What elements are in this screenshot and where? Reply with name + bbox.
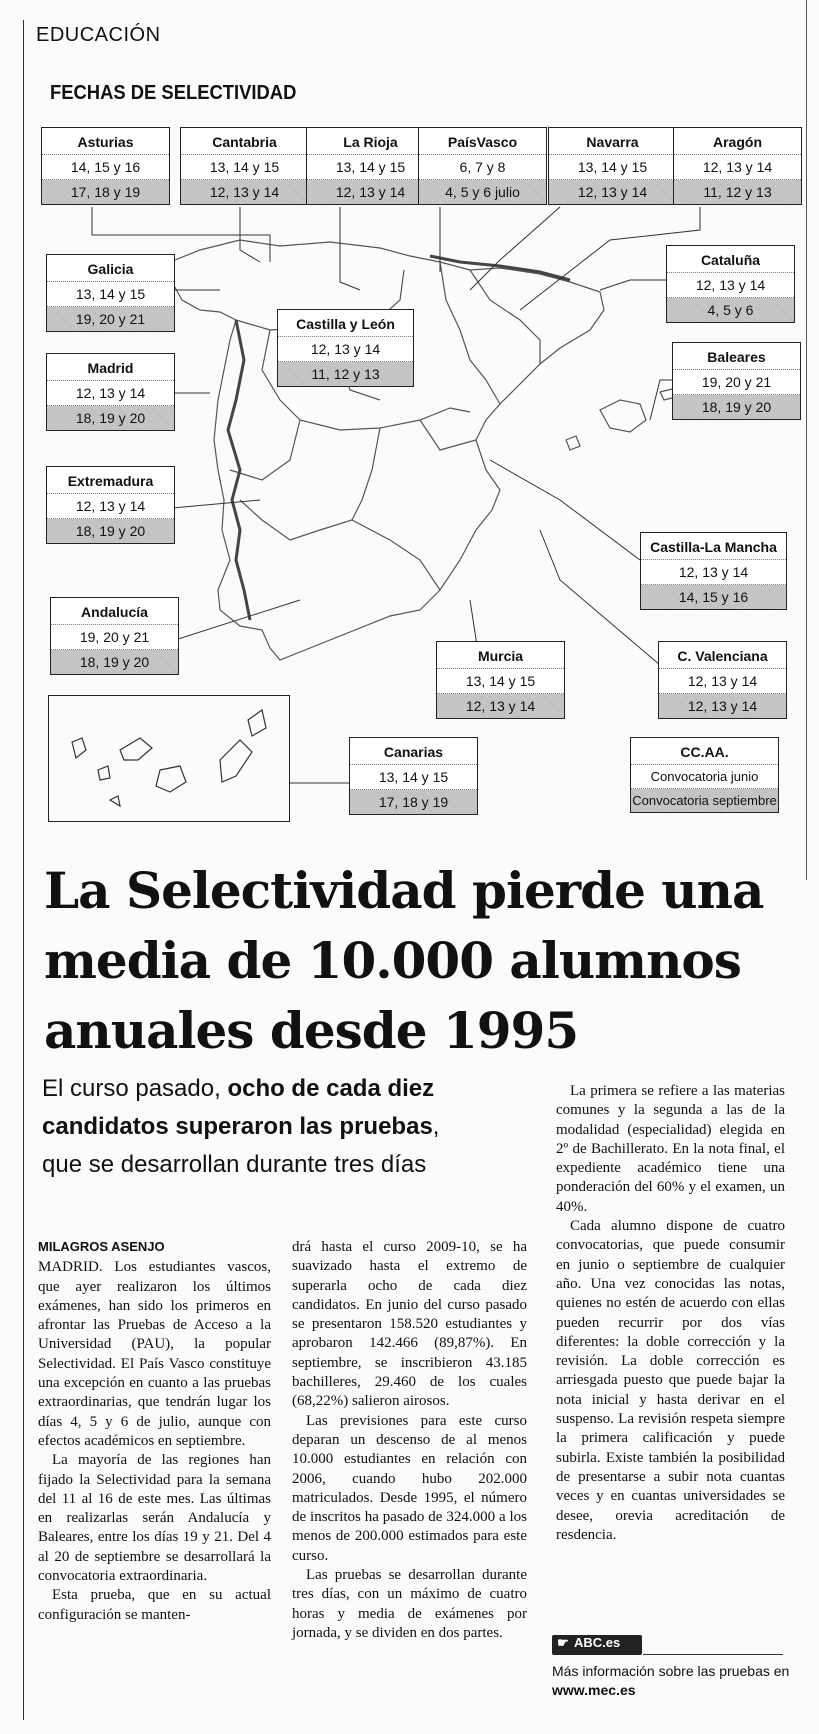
region-box-baleares <box>672 342 801 420</box>
region-name: Murcia <box>437 642 564 669</box>
june-dates: 12, 13 y 14 <box>47 494 174 519</box>
byline: MILAGROS ASENJO <box>38 1239 165 1254</box>
mallorca-island <box>600 400 646 432</box>
region-name: PaísVasco <box>419 128 546 155</box>
september-dates: 17, 18 y 19 <box>350 790 477 814</box>
region-name: C. Valenciana <box>659 642 786 669</box>
region-name: Castilla-La Mancha <box>641 533 786 560</box>
june-dates: 19, 20 y 21 <box>673 370 800 395</box>
region-box-extremadura <box>46 466 175 544</box>
subhead-part2: , que se desarrollan durante tres días <box>42 1113 440 1178</box>
more-info-link[interactable]: www.mec.es <box>552 1682 636 1698</box>
paragraph: Esta prueba, que en su actual configuración se manten- <box>38 1587 271 1623</box>
june-dates: 13, 14 y 15 <box>307 155 434 180</box>
region-name: Galicia <box>47 255 174 282</box>
subhead <box>42 1070 462 1184</box>
region-box-murcia <box>436 641 565 719</box>
september-dates: 18, 19 y 20 <box>47 519 174 543</box>
paragraph: Las pruebas se desarrollan durante tres días, con un máximo de cuatro horas y media de exámenes por jornada, y se dividen en dos partes. <box>292 1567 527 1641</box>
region-box-galicia <box>46 254 175 332</box>
legend-title: CC.AA. <box>631 738 778 765</box>
region-box-cataluna <box>666 245 795 323</box>
september-dates: 17, 18 y 19 <box>42 180 169 204</box>
region-box-castilla-y-leon <box>277 309 414 387</box>
article-column-1 <box>38 1237 271 1625</box>
region-box-pais-vasco <box>418 127 547 205</box>
ibiza-island <box>566 436 580 450</box>
september-dates: 18, 19 y 20 <box>51 650 178 674</box>
june-dates: 12, 13 y 14 <box>674 155 801 180</box>
june-dates: 13, 14 y 15 <box>437 669 564 694</box>
june-dates: 12, 13 y 14 <box>278 337 413 362</box>
region-box-madrid <box>46 353 175 431</box>
june-dates: 13, 14 y 15 <box>350 765 477 790</box>
region-box-canarias <box>349 737 478 815</box>
region-box-navarra <box>548 127 677 205</box>
region-box-la-rioja <box>306 127 435 205</box>
june-dates: 14, 15 y 16 <box>42 155 169 180</box>
headline: La Selectividad pierde una media de 10.000 alumnos anuales desde 1995 <box>44 861 764 1060</box>
paragraph: MADRID. Los estudiantes vascos, que ayer realizaron los últimos exámenes, han sido los primeros en afrontar las Pruebas de Acceso a la Universidad (PAU), la popular Selectividad. El País Vasco constituye una excepción en cuanto a las pruebas extraordinarias, que tendrán lugar los días 4, 5 y 6 de julio, aunque con efectos académicos en septiembre. <box>38 1259 271 1449</box>
region-name: Aragón <box>674 128 801 155</box>
abc-rule <box>643 1654 783 1655</box>
abc-label: ABC.es <box>574 1635 621 1650</box>
june-dates: 13, 14 y 15 <box>549 155 676 180</box>
june-dates: 6, 7 y 8 <box>419 155 546 180</box>
article-column-3 <box>556 1082 785 1545</box>
infographic-title: FECHAS DE SELECTIVIDAD <box>50 82 297 104</box>
june-dates: 19, 20 y 21 <box>51 625 178 650</box>
region-name: La Rioja <box>307 128 434 155</box>
september-dates: 14, 15 y 16 <box>641 585 786 609</box>
canarias-inset-frame <box>48 695 290 822</box>
region-box-asturias <box>41 127 170 205</box>
june-dates: 12, 13 y 14 <box>641 560 786 585</box>
region-name: Extremadura <box>47 467 174 494</box>
region-name: Madrid <box>47 354 174 381</box>
region-box-aragon <box>673 127 802 205</box>
abc-badge[interactable] <box>552 1635 642 1655</box>
region-box-c-valenciana <box>658 641 787 719</box>
paragraph: Cada alumno dispone de cuatro convocatorias, que puede consumir en junio o septiembre de cualquier año. Una vez conocidas las notas, quienes no estén de acuerdo con ellas pueden recurrir por dos vías diferentes: la doble corrección y la revisión. La doble corrección es arriesgada puesto que puede bajar la nota inicial y hasta derivar en el suspenso. La revisión respeta siempre la primera calificación y puede subirla. Existe también la posibilidad de presentarse a subir nota cuantas veces y en cuantas universidades se desee, orevia acreditación de resdencia. <box>556 1218 785 1543</box>
paragraph: drá hasta el curso 2009-10, se ha suavizado hasta el extremo de superarla ocho de cada diez candidatos. En junio del curso pasado se presentaron 158.520 estudiantes y aprobaron 142.466 (89,87%). En septiembre, se inscribieron 43.185 bachilleres, 29.460 de los cuales (68,22%) salieron airosos. <box>292 1239 527 1410</box>
september-dates: 12, 13 y 14 <box>549 180 676 204</box>
region-box-cantabria <box>180 127 309 205</box>
subhead-part1: El curso pasado, <box>42 1075 228 1102</box>
region-name: Cataluña <box>667 246 794 273</box>
september-dates: 19, 20 y 21 <box>47 307 174 331</box>
region-box-andalucia <box>50 597 179 675</box>
paragraph: La primera se refiere a las materias comunes y la segunda a las de la modalidad (especialidad) elegida en 2º de Bachillerato. En la nota final, el expediente académico tiene una ponderación del 60% y el examen, un 40%. <box>556 1083 785 1215</box>
region-name: Navarra <box>549 128 676 155</box>
september-dates: 11, 12 y 13 <box>674 180 801 204</box>
september-dates: 12, 13 y 14 <box>659 694 786 718</box>
more-info <box>552 1662 792 1700</box>
pointing-hand-icon: ☛ <box>557 1635 569 1650</box>
september-dates: 12, 13 y 14 <box>437 694 564 718</box>
june-dates: 12, 13 y 14 <box>47 381 174 406</box>
june-dates: 12, 13 y 14 <box>659 669 786 694</box>
region-name: Andalucía <box>51 598 178 625</box>
june-dates: 13, 14 y 15 <box>47 282 174 307</box>
june-dates: 12, 13 y 14 <box>667 273 794 298</box>
region-name: Cantabria <box>181 128 308 155</box>
september-dates: 18, 19 y 20 <box>673 395 800 419</box>
september-dates: 12, 13 y 14 <box>181 180 308 204</box>
september-dates: 12, 13 y 14 <box>307 180 434 204</box>
legend-september: Convocatoria septiembre <box>631 789 778 812</box>
paragraph: La mayoría de las regiones han fijado la Selectividad para la semana del 11 al 16 de este mes. Las últimas en realizarlas serán Andalucía y Baleares, entre los días 19 y 21. Del 4 al 20 de septiembre se desarrollará la convocatoria extraordinaria. <box>38 1452 271 1585</box>
legend-june: Convocatoria junio <box>631 765 778 789</box>
legend-box <box>630 737 779 813</box>
subhead-bold: ocho de cada diez candidatos superaron las pruebas <box>42 1075 435 1140</box>
september-dates: 4, 5 y 6 julio <box>419 180 546 204</box>
june-dates: 13, 14 y 15 <box>181 155 308 180</box>
september-dates: 4, 5 y 6 <box>667 298 794 322</box>
september-dates: 11, 12 y 13 <box>278 362 413 386</box>
region-name: Castilla y León <box>278 310 413 337</box>
paragraph: Las previsiones para este curso deparan un descenso de al menos 10.000 estudiantes en relación con 2006, cuando hubo 202.000 matriculados. Desde 1995, el número de inscritos ha pasado de 324.000 a los menos de 200.000 estimados para este curso. <box>292 1412 527 1564</box>
section-label: EDUCACIÓN <box>36 24 161 46</box>
region-name: Asturias <box>42 128 169 155</box>
region-name: Baleares <box>673 343 800 370</box>
region-box-castilla-la-mancha <box>640 532 787 610</box>
more-info-text: Más información sobre las pruebas en <box>552 1663 790 1679</box>
region-name: Canarias <box>350 738 477 765</box>
article-column-2 <box>292 1238 527 1643</box>
september-dates: 18, 19 y 20 <box>47 406 174 430</box>
